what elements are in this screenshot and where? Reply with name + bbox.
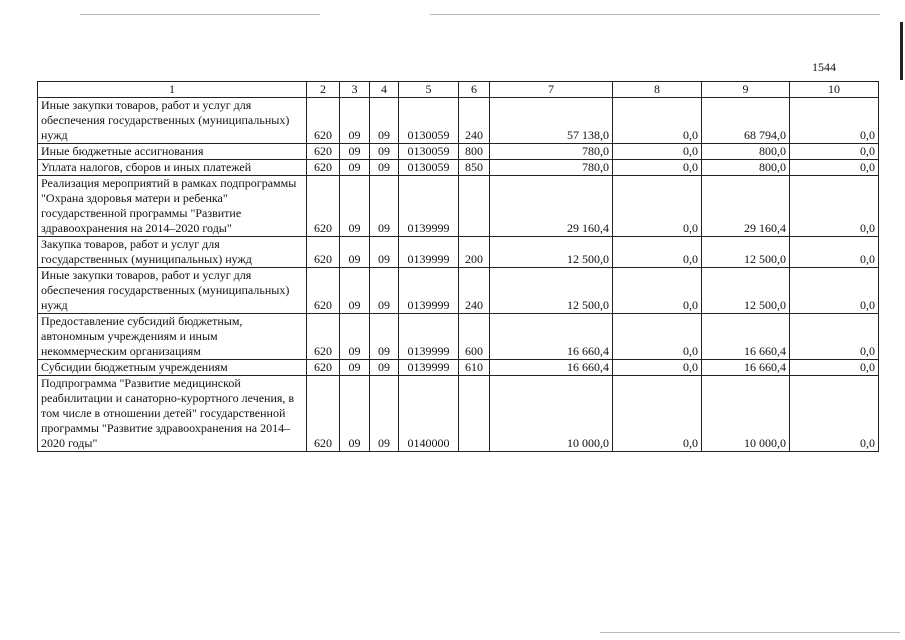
- cell-amount: 0,0: [790, 144, 879, 160]
- table-row: [38, 237, 879, 268]
- cell-amount: 10 000,0: [490, 376, 613, 452]
- cell-amount: 0,0: [613, 160, 702, 176]
- table-row: [38, 268, 879, 314]
- row-description: Предоставление субсидий бюджетным, автономным учреждениям и иным некоммерческим организациям: [38, 314, 307, 360]
- header-row: [38, 82, 879, 98]
- cell-amount: 0,0: [613, 237, 702, 268]
- cell-ministry-code: 620: [307, 376, 340, 452]
- scan-noise-line: [80, 14, 320, 15]
- cell-amount: 800,0: [702, 160, 790, 176]
- cell-amount: 0,0: [790, 376, 879, 452]
- cell-expense-type: 610: [459, 360, 490, 376]
- table-row: [38, 176, 879, 237]
- cell-expense-type: [459, 376, 490, 452]
- cell-expense-type: 240: [459, 98, 490, 144]
- column-header: 7: [490, 82, 613, 98]
- cell-amount: 0,0: [613, 176, 702, 237]
- cell-amount: 16 660,4: [702, 314, 790, 360]
- cell-subsection: 09: [370, 98, 399, 144]
- row-description: Субсидии бюджетным учреждениям: [38, 360, 307, 376]
- cell-amount: 12 500,0: [490, 268, 613, 314]
- cell-subsection: 09: [370, 237, 399, 268]
- row-description: Реализация мероприятий в рамках подпрограммы "Охрана здоровья матери и ребенка" государственной программы "Развитие здравоохранения на 2014–2020 годы": [38, 176, 307, 237]
- cell-ministry-code: 620: [307, 268, 340, 314]
- column-header: 5: [399, 82, 459, 98]
- cell-amount: 16 660,4: [490, 314, 613, 360]
- cell-amount: 57 138,0: [490, 98, 613, 144]
- cell-section: 09: [340, 360, 370, 376]
- table-header: [38, 82, 879, 98]
- row-description: Закупка товаров, работ и услуг для государственных (муниципальных) нужд: [38, 237, 307, 268]
- cell-amount: 29 160,4: [490, 176, 613, 237]
- cell-amount: 780,0: [490, 144, 613, 160]
- cell-amount: 800,0: [702, 144, 790, 160]
- cell-ministry-code: 620: [307, 144, 340, 160]
- cell-amount: 0,0: [790, 176, 879, 237]
- cell-expense-type: 600: [459, 314, 490, 360]
- cell-ministry-code: 620: [307, 98, 340, 144]
- cell-amount: 0,0: [613, 98, 702, 144]
- column-header: 4: [370, 82, 399, 98]
- column-header: 3: [340, 82, 370, 98]
- cell-section: 09: [340, 144, 370, 160]
- cell-target-article: 0139999: [399, 314, 459, 360]
- cell-ministry-code: 620: [307, 176, 340, 237]
- table-row: [38, 314, 879, 360]
- cell-ministry-code: 620: [307, 360, 340, 376]
- cell-amount: 0,0: [790, 160, 879, 176]
- cell-expense-type: 200: [459, 237, 490, 268]
- row-description: Иные закупки товаров, работ и услуг для обеспечения государственных (муниципальных) нужд: [38, 268, 307, 314]
- cell-target-article: 0130059: [399, 160, 459, 176]
- cell-section: 09: [340, 268, 370, 314]
- table-row: [38, 144, 879, 160]
- column-header: 9: [702, 82, 790, 98]
- row-description: Иные закупки товаров, работ и услуг для обеспечения государственных (муниципальных) нужд: [38, 98, 307, 144]
- cell-amount: 0,0: [790, 98, 879, 144]
- cell-amount: 0,0: [790, 360, 879, 376]
- cell-subsection: 09: [370, 314, 399, 360]
- cell-amount: 16 660,4: [702, 360, 790, 376]
- table-row: [38, 98, 879, 144]
- scan-edge-mark: [900, 22, 903, 80]
- row-description: Подпрограмма "Развитие медицинской реабилитации и санаторно-курортного лечения, в том числе в отношении детей" государственной программы "Развитие здравоохранения на 2014–2020 годы": [38, 376, 307, 452]
- table-row: [38, 160, 879, 176]
- cell-target-article: 0130059: [399, 144, 459, 160]
- cell-ministry-code: 620: [307, 160, 340, 176]
- cell-subsection: 09: [370, 268, 399, 314]
- cell-amount: 12 500,0: [490, 237, 613, 268]
- cell-amount: 12 500,0: [702, 268, 790, 314]
- cell-subsection: 09: [370, 376, 399, 452]
- table-row: [38, 376, 879, 452]
- cell-expense-type: 240: [459, 268, 490, 314]
- column-header: 10: [790, 82, 879, 98]
- cell-amount: 0,0: [613, 268, 702, 314]
- cell-amount: 16 660,4: [490, 360, 613, 376]
- cell-section: 09: [340, 176, 370, 237]
- cell-amount: 0,0: [613, 314, 702, 360]
- cell-amount: 12 500,0: [702, 237, 790, 268]
- scan-noise-line: [600, 632, 900, 633]
- table-body: [38, 98, 879, 452]
- cell-amount: 780,0: [490, 160, 613, 176]
- table-row: [38, 360, 879, 376]
- cell-amount: 29 160,4: [702, 176, 790, 237]
- cell-target-article: 0140000: [399, 376, 459, 452]
- cell-section: 09: [340, 237, 370, 268]
- scan-noise-line: [430, 14, 880, 15]
- page-number: 1544: [812, 60, 836, 74]
- cell-subsection: 09: [370, 360, 399, 376]
- cell-ministry-code: 620: [307, 237, 340, 268]
- cell-amount: 0,0: [613, 376, 702, 452]
- cell-target-article: 0139999: [399, 176, 459, 237]
- cell-expense-type: 850: [459, 160, 490, 176]
- cell-target-article: 0130059: [399, 98, 459, 144]
- cell-amount: 0,0: [613, 360, 702, 376]
- column-header: 6: [459, 82, 490, 98]
- cell-subsection: 09: [370, 176, 399, 237]
- cell-ministry-code: 620: [307, 314, 340, 360]
- cell-amount: 0,0: [790, 268, 879, 314]
- cell-section: 09: [340, 160, 370, 176]
- cell-target-article: 0139999: [399, 268, 459, 314]
- cell-amount: 10 000,0: [702, 376, 790, 452]
- row-description: Иные бюджетные ассигнования: [38, 144, 307, 160]
- cell-section: 09: [340, 376, 370, 452]
- budget-table: [37, 81, 879, 452]
- cell-target-article: 0139999: [399, 237, 459, 268]
- row-description: Уплата налогов, сборов и иных платежей: [38, 160, 307, 176]
- cell-expense-type: [459, 176, 490, 237]
- cell-subsection: 09: [370, 160, 399, 176]
- cell-section: 09: [340, 314, 370, 360]
- cell-subsection: 09: [370, 144, 399, 160]
- cell-amount: 0,0: [790, 314, 879, 360]
- column-header: 2: [307, 82, 340, 98]
- cell-amount: 0,0: [613, 144, 702, 160]
- column-header: 8: [613, 82, 702, 98]
- cell-amount: 0,0: [790, 237, 879, 268]
- cell-section: 09: [340, 98, 370, 144]
- cell-amount: 68 794,0: [702, 98, 790, 144]
- cell-expense-type: 800: [459, 144, 490, 160]
- column-header: 1: [38, 82, 307, 98]
- cell-target-article: 0139999: [399, 360, 459, 376]
